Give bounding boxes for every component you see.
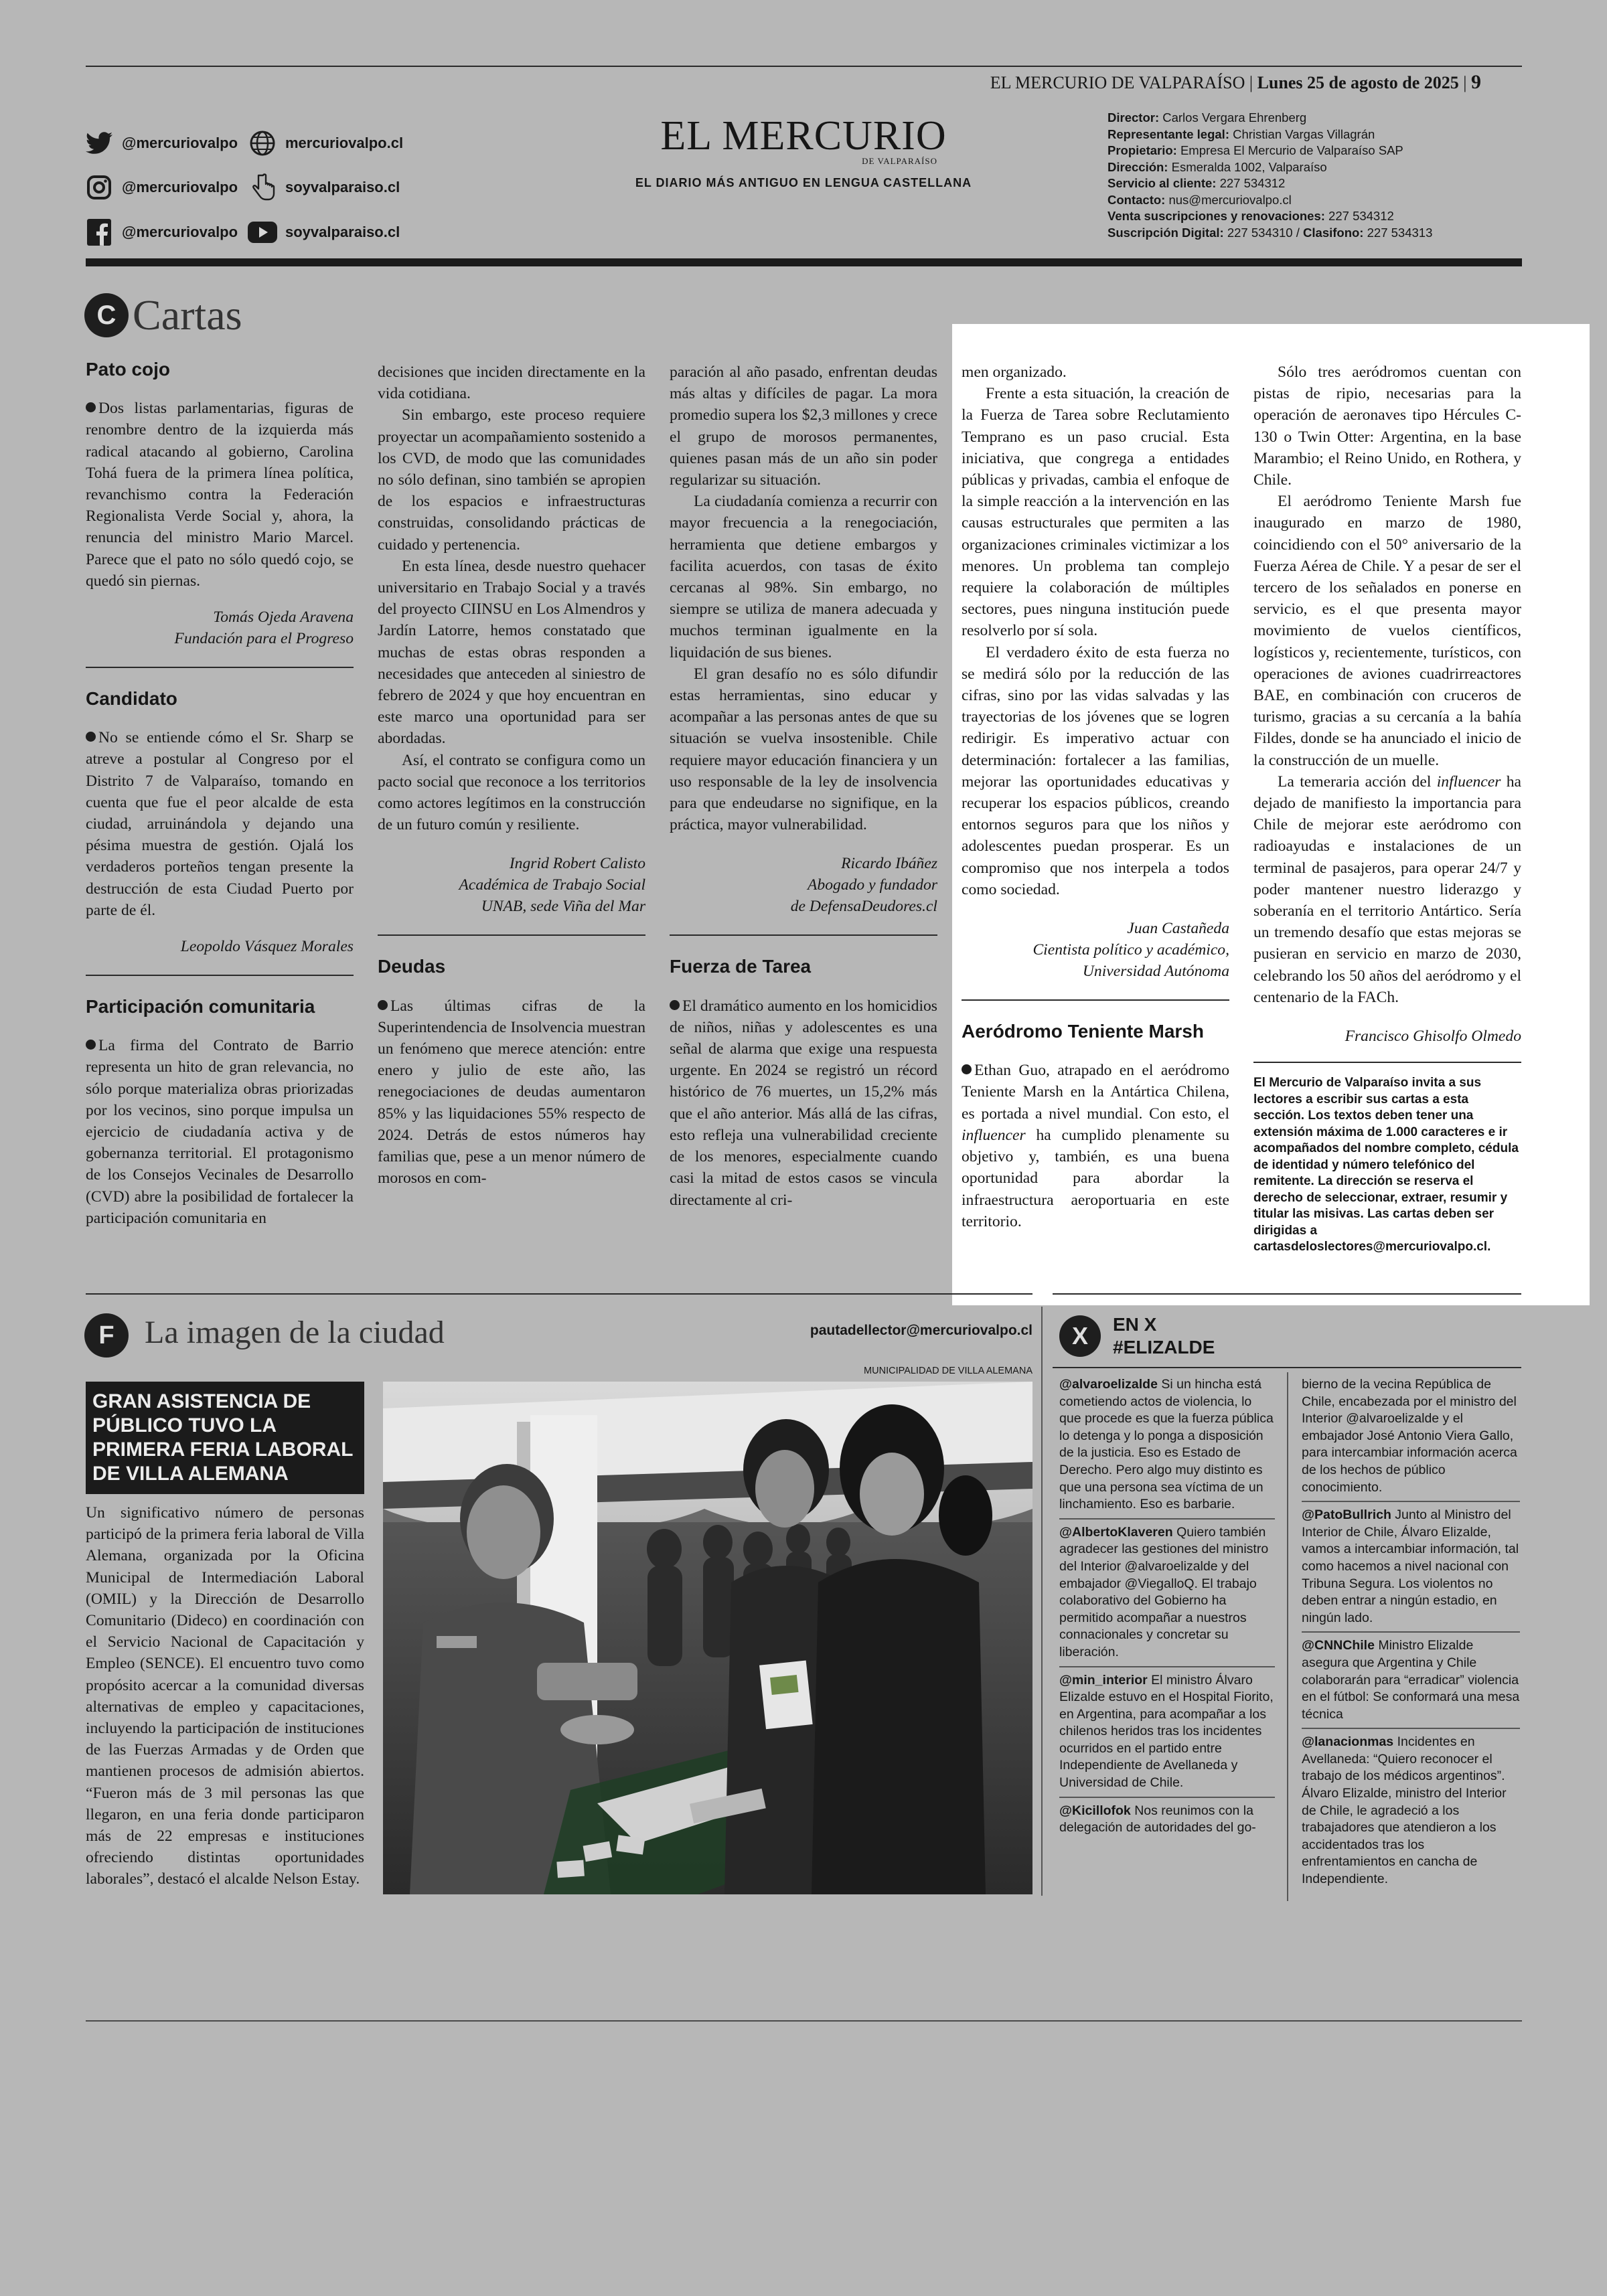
masthead	[596, 112, 1011, 190]
letters-column-1	[86, 359, 354, 1229]
tweet-divider	[1302, 1631, 1520, 1633]
globe-icon	[248, 129, 277, 158]
staff-row	[1107, 110, 1523, 127]
tweet-handle[interactable]: @alvaroelizalde	[1059, 1377, 1158, 1392]
instagram-link[interactable]	[84, 173, 238, 202]
tweet	[1302, 1637, 1520, 1723]
letter-signature	[378, 853, 645, 917]
tweet-text: El ministro Álvaro Elizalde estuvo en el Hospital Fiorito, en Argentina, para acompañar a los chilenos heridos tras los incidentes ocurridos en el partido entre Independiente de Avellaneda y Universidad de Chile.	[1059, 1672, 1274, 1791]
twitter-link[interactable]	[84, 129, 238, 158]
tweet-text: bierno de la vecina República de Chile, encabezada por el ministro del Interior @alvaroelizalde y el embajador José Antonio Viera Gallo, para intercambiar información acerca de los hechos de público conocimiento.	[1302, 1377, 1517, 1495]
twitter-icon	[84, 129, 114, 158]
signature-affiliation: Académica de Trabajo Social	[459, 876, 645, 894]
imagen-kicker: GRAN ASISTENCIA DE PÚBLICO TUVO LA PRIMERA FERIA LABORAL DE VILLA ALEMANA	[86, 1382, 364, 1494]
signature-affiliation: de DefensaDeudores.cl	[790, 898, 937, 916]
letter-body	[86, 398, 354, 592]
tweet-text: Si un hincha está cometiendo actos de violencia, lo que procede es que la fuerza pública lo detenga y lo ponga a disposición de la justicia. Eso es Estado de Derecho. Pero algo muy distinto es que una persona sea víctima de un linchamiento. Eso es barbarie.	[1059, 1377, 1274, 1512]
letter-heading: Candidato	[86, 688, 177, 710]
letter-body	[378, 995, 645, 1190]
signature-affiliation: UNAB, sede Viña del Mar	[481, 898, 645, 916]
bullet-icon	[962, 1064, 972, 1074]
instagram-handle: @mercuriovalpo	[122, 179, 238, 195]
twitter-handle: @mercuriovalpo	[122, 135, 238, 151]
tweet-divider	[1059, 1518, 1275, 1520]
letter-text: Dos listas parlamentarias, figuras de renombre dentro de la izquierda más radical atacando al gobierno, Carolina Tohá fuera de la primera línea política, revanchismo contra la Federación Regionalista Verde Social y, ahora, la renuncia del ministro Mario Marcel. Parece que el pato no sólo quedó cojo, se quedó sin piernas.	[86, 400, 354, 590]
bullet-icon	[86, 1040, 96, 1050]
enx-title	[1113, 1313, 1215, 1359]
tweet	[1059, 1524, 1275, 1661]
tweet	[1302, 1734, 1520, 1888]
letters-column-2	[378, 361, 645, 1190]
letter-paragraph: paración al año pasado, enfrentan deudas más altas y difíciles de pagar. La mora promedio supera los $2,3 millones y crece el grupo de morosos permanentes, quienes pasan más de un año sin poder regularizar su situación.	[670, 363, 937, 489]
letter-paragraph: El verdadero éxito de esta fuerza no se medirá sólo por la reducción de las cifras, sino por las vidas salvadas y las trayectorias de los jóvenes que se logren redirigir. Es imperativo actuar con determinación: fortalecer a las familias, mejorar las oportunidades educativas y recuperar los espacios públicos, creando entornos seguros para que los niños y adolescentes puedan prosperar. Es un compromiso que nos interpela a todos como sociedad.	[962, 643, 1229, 898]
letters-column-4	[962, 361, 1229, 1232]
staff-label: Clasifono:	[1303, 225, 1364, 240]
staff-label: Contacto:	[1107, 192, 1166, 207]
note-divider	[1253, 1062, 1521, 1063]
youtube-link[interactable]	[248, 218, 400, 247]
imagen-email[interactable]: pautadellector@mercuriovalpo.cl	[810, 1323, 1032, 1338]
staff-row	[1107, 127, 1523, 143]
tweet	[1059, 1803, 1275, 1837]
letter-paragraph: men organizado.	[962, 363, 1067, 381]
letter-paragraph	[1253, 771, 1521, 1008]
soy-link[interactable]	[248, 173, 400, 202]
facebook-link[interactable]	[84, 218, 238, 247]
staff-value: 227 534313	[1363, 225, 1433, 240]
masthead-logo: EL MERCURIO	[660, 113, 947, 159]
staff-value: nus@mercuriovalpo.cl	[1165, 192, 1292, 207]
job-fair-photo-drawing	[383, 1382, 1032, 1894]
signature-name: Juan Castañeda	[1127, 920, 1229, 938]
pointer-hand-icon	[248, 173, 277, 202]
letter-signature	[86, 936, 354, 957]
facebook-icon	[84, 218, 114, 247]
x-logo-icon: X	[1059, 1315, 1101, 1357]
soy-address: soyvalparaiso.cl	[285, 179, 400, 195]
signature-affiliation: Abogado y fundador	[808, 876, 937, 894]
tweet-text: Junto al Ministro del Interior de Chile, Álvaro Elizalde, vamos a intercambiar información, tal como hacemos a nivel nacional con Tribuna Segura. Los violentos no deben entrar a ningún estadio, en ningún lado.	[1302, 1507, 1519, 1625]
section-divider	[1041, 1307, 1043, 1896]
letter-divider	[86, 975, 354, 976]
youtube-icon	[248, 218, 277, 247]
web-address: mercuriovalpo.cl	[285, 135, 404, 151]
letter-text: ha dejado de manifiesto la importancia para Chile de mejorar este aeródromo con radioayudas e instalaciones de un terminal de pasajeros, para operar 24/7 y poder mantener nuestro liderazgo y soberanía en el territorio Antártico. Sería un tremendo desafío que estas mejoras se pusieran en servicio en marzo de 2030, celebrando los 50 años del aeródromo y el centenario de la FACh.	[1253, 772, 1521, 1006]
header-thick-rule	[86, 258, 1522, 266]
enx-top-rule	[1053, 1293, 1521, 1295]
letter-paragraph: La ciudadanía comienza a recurrir con mayor frecuencia a la renegociación, herramienta que detiene embargos y facilita acuerdos, con tasas de éxito cercanas al 98%. Sin embargo, no siempre se utiliza de manera adecuada y muchos terminan igualmente en la liquidación de sus bienes.	[670, 493, 937, 661]
tweet-handle[interactable]: @lanacionmas	[1302, 1734, 1394, 1750]
staff-row	[1107, 208, 1523, 225]
letter-paragraph: Sin embargo, este proceso requiere proyectar un acompañamiento sostenido a los CVD, de modo que las comunidades no sólo definan, sino también se apropien de los espacios e infraestructuras construidas, consolidando prácticas de cuidado y pertenencia.	[378, 406, 645, 554]
staff-label: Representante legal:	[1107, 127, 1229, 141]
signature-affiliation: Universidad Autónoma	[1082, 963, 1229, 981]
staff-row	[1107, 192, 1523, 209]
letter-divider	[378, 934, 645, 936]
tweet	[1059, 1672, 1275, 1792]
letter-paragraph: Sólo tres aeródromos cuentan con pistas de ripio, necesarias para la operación de aeronaves tipo Hércules C-130 o Twin Otter: Argentina, en la base Marambio; el Reino Unido, en Rothera, y Chile.	[1253, 363, 1521, 489]
bullet-icon	[670, 1000, 680, 1010]
signature-name: Leopoldo Vásquez Morales	[180, 938, 354, 956]
youtube-address: soyvalparaiso.cl	[285, 224, 400, 240]
imagen-top-rule	[86, 1293, 1032, 1295]
letter-paragraph: Frente a esta situación, la creación de la Fuerza de Tarea sobre Reclutamiento Temprano es un paso crucial. Esta iniciativa, que congrega a entidades públicas y privadas, cambia el enfoque de la simple reacción a la intervención en las causas estructurales que permiten a las organizaciones criminales victimizar a los menores. Un problema tan complejo requiere la colaboración de múltiples sectores, pues ninguna institución puede resolverlo por sí sola.	[962, 385, 1229, 640]
job-fair-photo	[383, 1382, 1032, 1894]
top-rule	[86, 66, 1522, 67]
tweet-handle[interactable]: @AlbertoKlaveren	[1059, 1524, 1173, 1540]
tweets-right-column	[1302, 1376, 1520, 1888]
tweet	[1059, 1376, 1275, 1513]
tweet-divider	[1302, 1728, 1520, 1729]
letter-body	[86, 1035, 354, 1229]
imagen-title: La imagen de la ciudad	[145, 1314, 445, 1350]
staff-row	[1107, 225, 1523, 242]
masthead-tagline: EL DIARIO MÁS ANTIGUO EN LENGUA CASTELLANA	[635, 176, 972, 189]
cartas-title: Cartas	[133, 291, 242, 339]
letter-text: ha cumplido plenamente su objetivo y, también, es una buena oportunidad para abordar la infraestructura aeroportuaria en este territorio.	[962, 1126, 1229, 1230]
facebook-handle: @mercuriovalpo	[122, 224, 238, 240]
signature-name: Ricardo Ibáñez	[841, 855, 937, 873]
staff-row	[1107, 159, 1523, 176]
tweets-left-column	[1059, 1376, 1275, 1837]
tweet	[1302, 1376, 1520, 1496]
letter-heading: Fuerza de Tarea	[670, 956, 812, 977]
staff-value: 227 534312	[1216, 176, 1286, 190]
cartas-badge: C	[84, 293, 129, 337]
staff-label: Suscripción Digital:	[1107, 225, 1224, 240]
signature-affiliation: Fundación para el Progreso	[174, 630, 354, 648]
tweet-text: Nos reunimos con la delegación de autoridades del go-	[1059, 1803, 1256, 1835]
imagen-header	[84, 1313, 445, 1358]
tweet-text: Ministro Elizalde asegura que Argentina y Chile colaborarán para “erradicar” violencia en el fútbol: Se conformará una mesa técnica	[1302, 1638, 1520, 1722]
tweet-handle[interactable]: @min_interior	[1059, 1672, 1148, 1688]
signature-name: Tomás Ojeda Aravena	[213, 608, 354, 627]
staff-label: Propietario:	[1107, 143, 1177, 157]
staff-value: Empresa El Mercurio de Valparaíso SAP	[1176, 143, 1403, 157]
tweet	[1302, 1507, 1520, 1627]
tweet-handle[interactable]: @Kicillofok	[1059, 1803, 1131, 1818]
folio-page-number: 9	[1471, 71, 1481, 93]
web-link[interactable]	[248, 129, 403, 158]
letter-text: El dramático aumento en los homicidios de niños, niñas y adolescentes es una señal de alarma que exige una respuesta urgente. En 2024 se registró un récord histórico de 76 muertes, un 15,2% más que el año anterior. Más allá de las cifras, esto refleja una vulnerabilidad creciente de los menores, especialmente cuando casi la mitad de estos casos se vincula directamente al cri-	[670, 997, 937, 1209]
imagen-body: Un significativo número de personas participó de la primera feria laboral de Villa Alemana, organizada por la Oficina Municipal de Intermediación Laboral (OMIL) y la Dirección de Desarrollo Comunitario (Dideco) en coordinación con el Servicio Nacional de Capacitación y Empleo (SENCE). El encuentro tuvo como propósito acercar a la comunidad diversas alternativas de empleo y capacitaciones, incluyendo la participación de instituciones de las Fuerzas Armadas y de Orden que mantienen procesos de admisión abiertos. “Fueron más de 3 mil personas las que llegaron, en una feria donde participaron más de 22 empresas e instituciones ofreciendo distintas oportunidades laborales”, destacó el alcalde Nelson Estay.	[86, 1504, 364, 1888]
enx-column-divider	[1287, 1372, 1288, 1901]
letter-paragraph: Así, el contrato se configura como un pacto social que reconoce a los territorios como actores legítimos en la construcción de un futuro común y resiliente.	[378, 751, 645, 834]
bullet-icon	[378, 1000, 388, 1010]
enx-header	[1059, 1313, 1215, 1359]
bullet-icon	[86, 402, 96, 412]
tweet-divider	[1302, 1501, 1520, 1502]
letter-signature	[670, 853, 937, 917]
instagram-icon	[84, 173, 114, 202]
letter-text: La temeraria acción del	[1278, 772, 1437, 791]
signature-affiliation: Cientista político y académico,	[1032, 941, 1229, 959]
submission-note: El Mercurio de Valparaíso invita a sus lectores a escribir sus cartas a esta sección. Los textos deben tener una extensión máxima de 1.000 caracteres e ir acompañados del nombre completo, cédula de identidad y número telefónico del remitente. La dirección se reserva el derecho de seleccionar, extraer, resumir y titular las misivas. Las cartas deben ser dirigidas a cartasdeloslectores@mercuriovalpo.cl.	[1253, 1076, 1519, 1254]
imagen-story	[86, 1382, 364, 1890]
cartas-header	[84, 291, 242, 340]
letter-body	[670, 995, 937, 1211]
staff-label: Dirección:	[1107, 159, 1168, 174]
enx-title-line2: #ELIZALDE	[1113, 1337, 1215, 1358]
signature-name: Francisco Ghisolfo Olmedo	[1345, 1028, 1521, 1046]
letter-text: La firma del Contrato de Barrio representa un hito de gran relevancia, no sólo porque materializa obras priorizadas por los vecinos, sino porque impulsa un ejercicio de ciudadanía activa y de gobernanza territorial. El protagonismo de los Consejos Vecinales de Desarrollo (CVD) abre la posibilidad de fortalecer la participación comunitaria en	[86, 1037, 354, 1227]
letter-signature	[1253, 1026, 1521, 1047]
staff-row	[1107, 175, 1523, 192]
staff-value: Carlos Vergara Ehrenberg	[1159, 110, 1307, 125]
tweet-handle[interactable]: @CNNChile	[1302, 1638, 1375, 1653]
photo-credit: MUNICIPALIDAD DE VILLA ALEMANA	[864, 1366, 1032, 1376]
bullet-icon	[86, 732, 96, 742]
tweet-text: Incidentes en Avellaneda: “Quiero reconocer el trabajo de los médicos argentinos”. Álvaro Elizalde, ministro del Interior de Chile, le agradeció a los trabajadores que atendieron a los accidentados tras los enfrentamientos en cancha de Independiente.	[1302, 1734, 1507, 1887]
letter-heading: Aeródromo Teniente Marsh	[962, 1021, 1204, 1042]
letter-text-italic: influencer	[1436, 772, 1501, 791]
staff-label: Director:	[1107, 110, 1160, 125]
staff-label: Venta suscripciones y renovaciones:	[1107, 209, 1325, 223]
folio-date: Lunes 25 de agosto de 2025	[1257, 73, 1459, 92]
letter-body	[962, 1060, 1229, 1232]
enx-subrule	[1053, 1367, 1521, 1368]
masthead-subtitle: DE VALPARAÍSO	[862, 156, 937, 166]
imagen-badge: F	[84, 1313, 129, 1358]
letter-heading: Participación comunitaria	[86, 996, 315, 1017]
letter-text: Ethan Guo, atrapado en el aeródromo Teniente Marsh en la Antártica Chilena, es portada a nivel mundial. Con esto, el	[962, 1062, 1229, 1123]
letter-signature	[962, 918, 1229, 982]
bottom-rule	[86, 2020, 1522, 2022]
staff-value: 227 534312	[1324, 209, 1394, 223]
tweet-divider	[1059, 1797, 1275, 1798]
letter-heading: Deudas	[378, 956, 446, 977]
staff-credits	[1107, 110, 1523, 241]
folio-line: EL MERCURIO DE VALPARAÍSO | Lunes 25 de agosto de 2025 | 9	[990, 71, 1481, 93]
letter-paragraph: El gran desafío no es sólo difundir estas herramientas, sino educar y acompañar a las personas antes de que su situación se vuelva insostenible. Chile requiere mayor educación financiera y un uso responsable de la ley de insolvencia para que endeudarse no signifique, en la práctica, mayor vulnerabilidad.	[670, 665, 937, 834]
letter-divider	[962, 999, 1229, 1001]
letter-text: Las últimas cifras de la Superintendencia de Insolvencia muestran un fenómeno que merece atención: entre enero y julio de este año, las renegociaciones de deudas aumentaron 85% y las liquidaciones 55% respecto de 2024. Detrás de estos números hay familias que, pese a un menor número de morosos en com-	[378, 997, 645, 1187]
staff-row	[1107, 143, 1523, 159]
staff-value: Christian Vargas Villagrán	[1229, 127, 1375, 141]
letter-paragraph: decisiones que inciden directamente en la vida cotidiana.	[378, 363, 645, 403]
tweet-handle[interactable]: @PatoBullrich	[1302, 1507, 1391, 1523]
letter-body	[86, 727, 354, 921]
letter-divider	[86, 667, 354, 668]
letter-text: No se entiende cómo el Sr. Sharp se atreve a postular al Congreso por el Distrito 7 de Valparaíso, tomando en cuenta que fue el peor alcalde de esta ciudad, arruinándola y dejando una pésima muestra de gestión. Ojalá los verdaderos porteños tengan presente la destrucción de esta Ciudad Puerto por parte de él.	[86, 729, 354, 919]
letter-divider	[670, 934, 937, 936]
letter-paragraph	[1253, 491, 1521, 771]
folio-paper: EL MERCURIO DE VALPARAÍSO	[990, 73, 1245, 92]
letter-text-italic: influencer	[962, 1126, 1026, 1144]
letters-column-3	[670, 361, 937, 1211]
letter-heading: Pato cojo	[86, 359, 171, 380]
letters-column-5	[1253, 361, 1521, 1256]
tweet-divider	[1059, 1666, 1275, 1667]
letter-paragraph: En esta línea, desde nuestro quehacer universitario en Trabajo Social y a través del proyecto CIINSU en Los Almendros y Jardín Latorre, hemos constatado que muchas de estas obras responden a necesidades que anteceden al siniestro de febrero de 2024 y que hoy encuentran en este marco una oportunidad para ser abordadas.	[378, 557, 645, 748]
staff-label: Servicio al cliente:	[1107, 176, 1217, 190]
staff-value: 227 534310 /	[1223, 225, 1304, 240]
signature-name: Ingrid Robert Calisto	[509, 855, 645, 873]
staff-value: Esmeralda 1002, Valparaíso	[1168, 159, 1327, 174]
letter-signature	[86, 606, 354, 649]
enx-title-line1: EN X	[1113, 1314, 1157, 1335]
letter-text: El aeródromo Teniente Marsh fue inaugurado en marzo de 1980, coincidiendo con el 50° aniversario de la Fuerza Aérea de Chile. Y a pesar de ser el tercero de los señalados en ponerse en servicio, es el que presenta mayor movimiento de vuelos científicos, logísticos y, recientemente, turísticos, con operaciones de aviones cuadrirreactores BAE, en combinación con cruceros de turismo, gracias a su cercanía a la bahía Fildes, donde se ha anunciado el inicio de la construcción de un muelle.	[1253, 493, 1521, 769]
tweet-text: Quiero también agradecer las gestiones del ministro del Interior @alvaroelizalde y del embajador @ViegalloQ. El trabajo colaborativo del Gobierno ha permitido acompañar a nuestros connacionales y concretar su liberación.	[1059, 1524, 1269, 1659]
